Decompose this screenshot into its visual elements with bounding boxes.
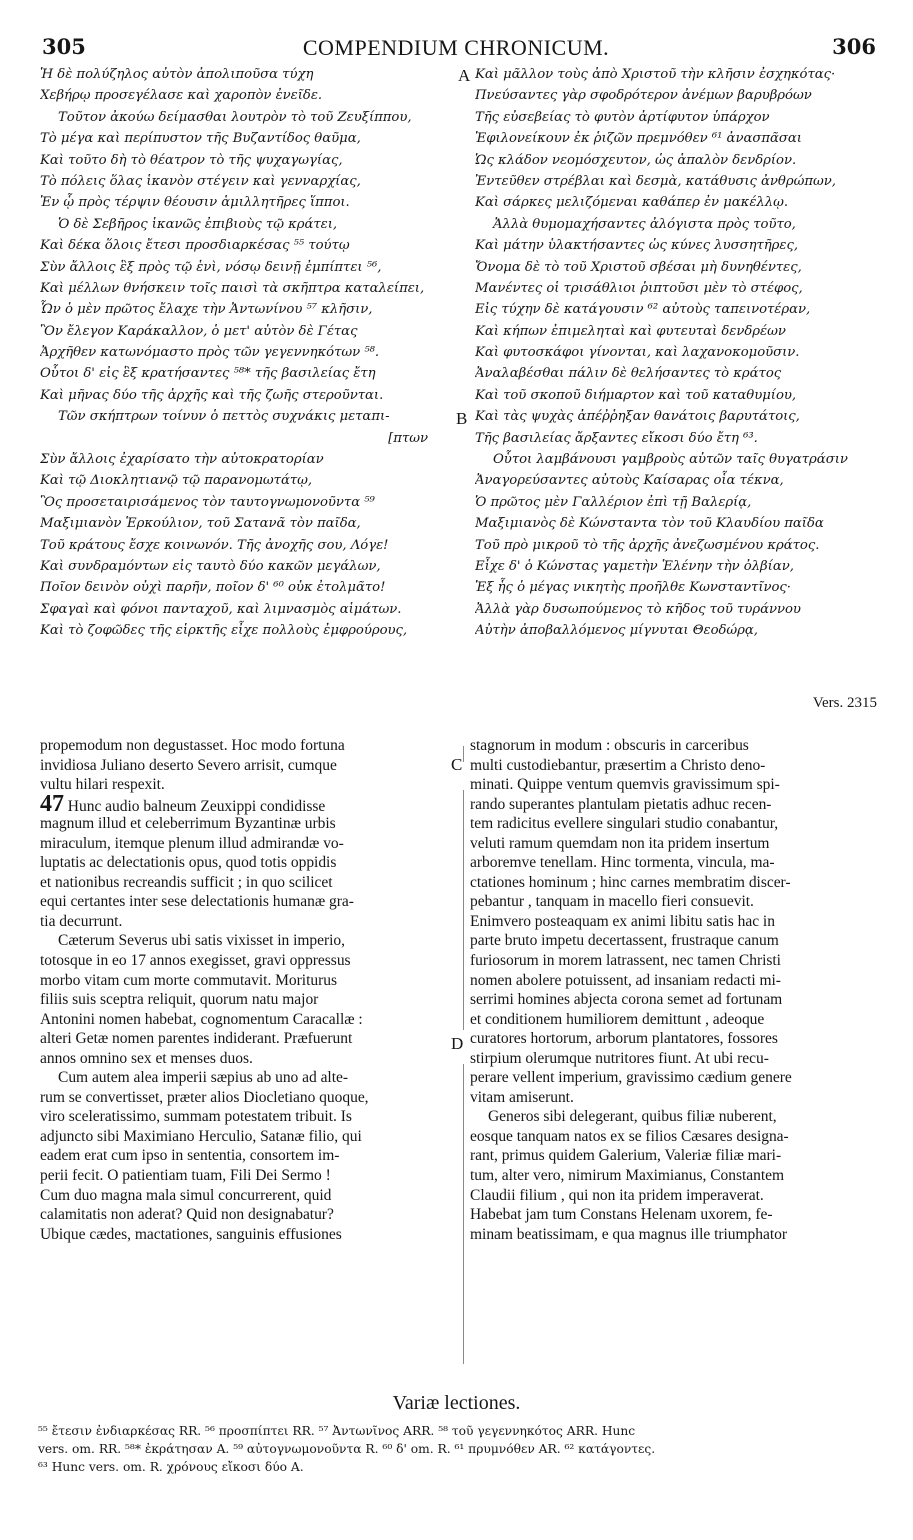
latin-text-line: stagnorum in modum : obscuris in carceribus [470, 737, 749, 754]
greek-verse-line: Ὡς κλάδον νεομόσχευτον, ὡς ἁπαλὸν δενδρίον. [475, 152, 797, 168]
latin-text-line: arboremve tenellam. Hinc tormenta, vincula, ma- [470, 854, 775, 872]
latin-text-line: ctationes hominum ; hinc carnes membratim discer- [470, 873, 791, 891]
latin-text-line: viro sceleratissimo, summam potestatem tribuit. Is [40, 1108, 352, 1126]
greek-verse-line: Αὐτὴν ἀποβαλλόμενος μίγνυται Θεοδώρᾳ, [475, 623, 758, 639]
latin-text-line: Cum autem alea imperii sæpius ab uno ad alte- [58, 1069, 348, 1087]
greek-verse-line: Μαξιμιανὸν Ἑρκούλιον, τοῦ Σατανᾶ τὸν παῖδα, [40, 516, 361, 532]
latin-text-line: et nationibus recreandis sufficit ; in quo scilicet [40, 873, 333, 891]
greek-verse-line: Καὶ μάτην ὑλακτήσαντες ὡς κύνες λυσσητῆρες, [475, 238, 799, 254]
latin-text-line: minam beatissimam, e qua magnus ille triumphator [470, 1225, 788, 1243]
greek-verse-line: Ποῖον δεινὸν οὐχὶ παρῆν, ποῖον δ' ⁶⁰ οὐκ ἐτολμᾶτο! [40, 580, 386, 596]
latin-text-line: vultu hilari respexit. [40, 776, 165, 794]
latin-text-line: morbo vitam cum morte commutavit. Moriturus [40, 971, 337, 989]
greek-verse-left-column [40, 64, 458, 700]
latin-text-line: annos omnino sex et menses duos. [40, 1049, 253, 1067]
greek-verse-line: Ἀναλαβέσθαι πάλιν δὲ θελήσαντες τὸ κράτος [475, 366, 782, 382]
greek-verse-line: Οὗτοι δ' εἰς ἓξ κρατήσαντες ⁵⁸* τῆς βασιλείας ἔτη [40, 366, 376, 382]
greek-verse-line: Ἐντεῦθεν στρέβλαι καὶ δεσμὰ, κατάθυσις ἀνθρώπων, [475, 173, 836, 189]
latin-text-line: perii fecit. O patientiam tuam, Fili Dei Sermo ! [40, 1167, 331, 1185]
greek-verse-line: Ἀλλὰ γὰρ δυσωπούμενος τὸ κῆδος τοῦ τυράννου [475, 601, 801, 617]
greek-verse-line: Ἐξ ἧς ὁ μέγας νικητὴς προῆλθε Κωνσταντῖνος· [475, 580, 791, 596]
greek-verse-line: Ὄνομα δὲ τὸ τοῦ Χριστοῦ σβέσαι μὴ δυνηθέντες, [475, 259, 802, 275]
latin-translation-left-column [40, 736, 458, 1336]
latin-text-line: nomen abolere potuissent, ad insaniam redacti mi- [470, 971, 781, 989]
latin-text-line: rando superantes plantulam pietatis adhuc recen- [470, 795, 772, 813]
column-rule-top [463, 746, 464, 762]
page-header [36, 34, 876, 64]
latin-text-line: stirpium olerumque nutritores fiunt. At ubi recu- [470, 1049, 769, 1067]
greek-verse-line: Ἀναγορεύσαντες αὐτοὺς Καίσαρας οἷα τέκνα, [475, 473, 784, 489]
greek-verse-line: [πτων [388, 430, 428, 446]
margin-marker-b: B [456, 409, 468, 428]
latin-text-line: rum se convertisset, præter alios Diocletiano quoque, [40, 1088, 369, 1106]
latin-text-line: luptatis ac delectationis opus, quod totis oppidis [40, 854, 337, 872]
greek-verse-line: Καὶ κήπων ἐπιμεληταὶ καὶ φυτευταὶ δενδρέων [475, 323, 786, 339]
verse-count-label: Vers. 2315 [812, 695, 877, 711]
variant-note-line: ⁶³ Hunc vers. om. R. χρόνους εἴκοσι δύο A. [38, 1460, 304, 1474]
latin-text-line: furiosorum in morem latrassent, nec tamen Christi [470, 952, 781, 970]
greek-verse-line: Καὶ συνδραμόντων εἰς ταυτὸ δύο κακῶν μεγάλων, [40, 558, 381, 574]
latin-text-line: serrimi homines abjecta corona semet ad fortunam [470, 991, 783, 1009]
greek-verse-line: Εἶχε δ' ὁ Κώνστας γαμετὴν Ἑλένην τὴν ὀλβίαν, [475, 558, 794, 574]
latin-text-line: calamitatis non aderat? Quid non designabatur? [40, 1206, 334, 1224]
latin-text-line: Generos sibi delegerant, quibus filiæ nuberent, [488, 1108, 777, 1126]
greek-verse-line: Καὶ μῆνας δύο τῆς ἀρχῆς καὶ τῆς ζωῆς στεροῦνται. [40, 387, 384, 403]
latin-text-line: vitam amiserunt. [470, 1088, 574, 1106]
greek-verse-line: Ἀλλὰ θυμομαχήσαντες ἀλόγιστα πρὸς τοῦτο, [493, 216, 796, 232]
greek-verse-line: Τὸ μέγα καὶ περίπυστον τῆς Βυζαντίδος θαῦμα, [40, 131, 361, 147]
greek-verse-line: Ὁ δὲ Σεβῆρος ἱκανῶς ἐπιβιοὺς τῷ κράτει, [58, 216, 338, 232]
greek-verse-line: Ὧν ὁ μὲν πρῶτος ἔλαχε τὴν Ἀντωνίνου ⁵⁷ κλῆσιν, [40, 302, 373, 318]
latin-text-line [40, 790, 458, 817]
latin-text-line: equi certantes inter sese delectationis humanæ gra- [40, 893, 354, 911]
greek-verse-line: Καὶ τῷ Διοκλητιανῷ τῷ παρανομωτάτῳ, [40, 473, 313, 489]
greek-verse-line: Εἰς τύχην δὲ κατάγουσιν ⁶² αὐτοὺς ταπεινοτέραν, [475, 302, 811, 318]
latin-text-line: magnum illud et celeberrimum Byzantinæ urbis [40, 815, 336, 833]
latin-text-line: rant, primus quidem Galerium, Valeriæ filiæ mari- [470, 1147, 782, 1165]
latin-text-line: parte bruto impetu decertassent, frustraque canum [470, 932, 779, 950]
latin-text-line: Enimvero posteaquam ex animi libitu satis hac in [470, 912, 775, 930]
greek-verse-line: Σὺν ἄλλοις ἓξ πρὸς τῷ ἑνὶ, νόσῳ δεινῇ ἐμπίπτει ⁵⁶, [40, 259, 382, 275]
latin-text-line: Ubique cædes, mactationes, sanguinis effusiones [40, 1225, 342, 1243]
column-rule-middle [463, 790, 464, 1030]
latin-text-line: adjuncto sibi Maximiano Herculio, Satanæ filio, qui [40, 1127, 362, 1145]
margin-marker-c: C [451, 755, 463, 774]
greek-verse-line: Ἐν ᾧ πρὸς τέρψιν θέουσιν ἁμιλλητῆρες ἵπποι. [40, 195, 350, 211]
greek-verse-line: Καὶ τοῦ σκοποῦ διήμαρτον καὶ τοῦ καταθυμίου, [475, 387, 797, 403]
greek-verse-line: Ἀρχῆθεν κατωνόμαστο πρὸς τῶν γεγεννηκότων ⁵⁸. [40, 345, 380, 361]
greek-verse-line: Ὁ πρῶτος μὲν Γαλλέριον ἐπὶ τῇ Βαλερίᾳ, [475, 494, 752, 510]
greek-verse-line: Τῆς βασιλείας ἄρξαντες εἴκοσι δύο ἔτη ⁶³. [475, 430, 758, 446]
latin-text-line: tia decurrunt. [40, 912, 123, 930]
latin-text-line: Cum duo magna mala simul concurrerent, quid [40, 1186, 332, 1204]
greek-verse-line: Τοῦ κράτους ἔσχε κοινωνόν. Τῆς ἀνοχῆς σου, Λόγε! [40, 537, 389, 553]
section-number: 47 [40, 790, 64, 817]
greek-verse-line: Καὶ δέκα ὅλοις ἔτεσι προσδιαρκέσας ⁵⁵ τούτῳ [40, 238, 350, 254]
greek-verse-line: Τὸ πόλεις ὅλας ἱκανὸν στέγειν καὶ γενναρχίας, [40, 173, 361, 189]
latin-text-line: propemodum non degustasset. Hoc modo fortuna [40, 737, 345, 754]
column-rule-bottom [463, 1064, 464, 1364]
greek-verse-line: Καὶ τὸ ζοφῶδες τῆς εἱρκτῆς εἶχε πολλοὺς ἐμφρούρους, [40, 623, 408, 639]
greek-verse-line: Τῆς εὐσεβείας τὸ φυτὸν ἀρτίφυτον ὑπάρχον [475, 109, 770, 125]
latin-text-line: Habebat jam tum Constans Helenam uxorem, fe- [470, 1206, 773, 1224]
greek-verse-line: Ἐφιλονείκουν ἐκ ῥιζῶν πρεμνόθεν ⁶¹ ἀνασπᾶσαι [475, 131, 802, 147]
greek-verse-line: Τοῦτον ἀκούω δείμασθαι λουτρὸν τὸ τοῦ Ζευξίππου, [58, 109, 412, 125]
greek-verse-line: Τῶν σκήπτρων τοίνυν ὁ πεττὸς συχνάκις μεταπι- [58, 409, 390, 425]
variant-readings-heading: Variæ lectiones. [392, 1392, 521, 1414]
latin-text-line: Antonini nomen habebat, cognomentum Caracallæ : [40, 1010, 363, 1028]
page-number-left: 305 [42, 34, 86, 59]
greek-verse-line: Καὶ τοῦτο δὴ τὸ θέατρον τὸ τῆς ψυχαγωγίας, [40, 152, 343, 168]
greek-verse-line: Ὃς προσεταιρισάμενος τὸν ταυτογνωμονοῦντα ⁵⁹ [40, 494, 375, 510]
greek-verse-line: Καὶ μᾶλλον τοὺς ἀπὸ Χριστοῦ τὴν κλῆσιν ἐσχηκότας· [475, 67, 836, 82]
latin-text-line: perare vellent imperium, gravissimo cædium genere [470, 1069, 792, 1087]
margin-marker-d: D [451, 1034, 464, 1053]
latin-text-line: minati. Quippe ventum quemvis gravissimum spi- [470, 776, 780, 794]
variant-note-line: vers. om. RR. ⁵⁸* ἐκράτησαν A. ⁵⁹ αὐτογνωμονοῦντα R. ⁶⁰ δ' om. R. ⁶¹ πρυμνόθεν AR. ⁶² κατάγοντες. [38, 1442, 656, 1456]
greek-verse-right-column [475, 64, 877, 724]
latin-text-line: Cæterum Severus ubi satis vixisset in imperio, [58, 932, 345, 950]
latin-text-line: totosque in eo 17 annos exegisset, gravi oppressus [40, 952, 351, 970]
latin-text-line: Claudii filium , qui non ita pridem imperaverat. [470, 1186, 764, 1204]
latin-text-line: invidiosa Juliano deserto Severo arrisit, cumque [40, 756, 337, 774]
greek-verse-line: Καὶ σάρκες μελιζόμεναι καθάπερ ἐν μακέλλῳ. [475, 195, 789, 211]
latin-text-line: miraculum, itemque plenum illud admirandæ vo- [40, 834, 344, 852]
latin-translation-right-column [470, 736, 875, 1336]
latin-text-line: pebantur , tanquam in macello fieri consuevit. [470, 893, 754, 911]
greek-verse-line: Καὶ τὰς ψυχὰς ἀπέῤῥηξαν θανάτοις βαρυτάτοις, [475, 409, 800, 425]
greek-verse-line: Πνεύσαντες γὰρ σφοδρότερον ἀνέμων βαρυβρόων [475, 88, 812, 104]
latin-text-line: eosque tanquam natos ex se filios Cæsares designa- [470, 1127, 789, 1145]
greek-verse-line: Οὗτοι λαμβάνουσι γαμβροὺς αὐτῶν ταῖς θυγατράσιν [493, 452, 848, 468]
latin-text-line: tum, alter vero, nimirum Maximianus, Constantem [470, 1167, 785, 1185]
latin-text-line: filiis suis sceptra reliquit, quorum natu major [40, 991, 319, 1009]
latin-text-line: tem radicitus evellere singulari studio conabantur, [470, 815, 779, 833]
greek-verse-line: Ἡ δὲ πολύζηλος αὐτὸν ἀπολιποῦσα τύχη [40, 67, 314, 82]
latin-text-line: et conditionem humiliorem demittunt , adeoque [470, 1010, 765, 1028]
running-title: COMPENDIUM CHRONICUM. [302, 35, 610, 60]
latin-text-line: alteri Getæ nomen parentes indiderant. Præfuerunt [40, 1030, 353, 1048]
variant-readings-notes [38, 1422, 878, 1476]
greek-verse-line: Σφαγαὶ καὶ φόνοι πανταχοῦ, καὶ λιμνασμὸς αἱμάτων. [40, 601, 402, 617]
latin-text-line: multi custodiebantur, præsertim a Christo deno- [470, 756, 766, 774]
greek-verse-line: Μανέντες οἱ τρισάθλιοι ῥιπτοῦσι μὲν τὸ στέφος, [475, 280, 803, 296]
latin-text-line: eadem erat cum ipso in sententia, consortem im- [40, 1147, 340, 1165]
variant-note-line: ⁵⁵ ἔτεσιν ἐνδιαρκέσας RR. ⁵⁶ προσπίπτει RR. ⁵⁷ Ἀντωνῖνος ARR. ⁵⁸ τοῦ γεγεννηκότος ARR. Hunc [38, 1424, 636, 1438]
greek-verse-line: Καὶ μέλλων θνήσκειν τοῖς παισὶ τὰ σκῆπτρα καταλείπει, [40, 280, 425, 296]
greek-verse-line: Μαξιμιανὸς δὲ Κώνσταντα τὸν τοῦ Κλαυδίου παῖδα [475, 516, 824, 532]
greek-verse-line: Σὺν ἄλλοις ἐχαρίσατο τὴν αὐτοκρατορίαν [40, 452, 324, 468]
latin-text-span: Hunc audio balneum Zeuxippi condidisse [63, 797, 326, 815]
latin-text-line: veluti ramum quemdam non ita pridem insertum [470, 834, 770, 852]
greek-verse-line: Καὶ φυτοσκάφοι γίνονται, καὶ λαχανοκομοῦσιν. [475, 345, 800, 361]
latin-text-line: curatores hortorum, arborum plantatores, fossores [470, 1030, 778, 1048]
margin-marker-a: A [458, 66, 471, 85]
greek-verse-line: Ὃν ἔλεγον Καράκαλλον, ὁ μετ' αὐτὸν δὲ Γέτας [40, 323, 358, 339]
page-number-right: 306 [832, 34, 876, 59]
greek-verse-line: Τοῦ πρὸ μικροῦ τὸ τῆς ἀρχῆς ἀνεζωσμένου κράτος. [475, 537, 820, 553]
greek-verse-line: Χεβήρῳ προσεγέλασε καὶ χαροπὸν ἐνεῖδε. [40, 88, 323, 104]
